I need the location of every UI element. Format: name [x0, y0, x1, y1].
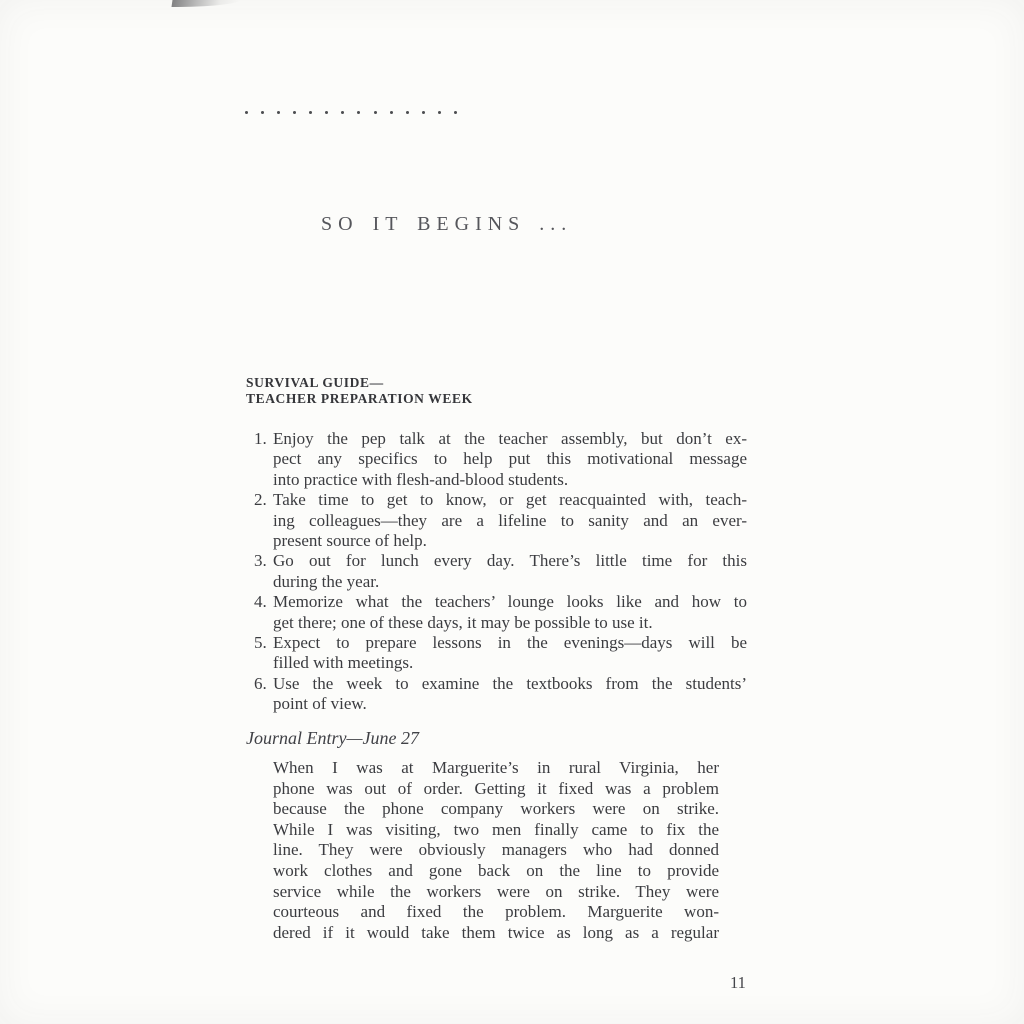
- survival-guide-list: [245, 429, 747, 715]
- ornament-dot: [390, 111, 393, 114]
- ornament-dot: [309, 111, 312, 114]
- text-line: Use the week to examine the textbooks from the students’: [273, 673, 747, 693]
- ornament-dot: [341, 111, 344, 114]
- list-item-number: 5.: [254, 633, 267, 653]
- section-heading: [246, 375, 473, 406]
- text-line: Memorize what the teachers’ lounge looks like and how to: [273, 592, 747, 612]
- guide-list-item: [245, 674, 747, 715]
- ornament-dot: [406, 111, 409, 114]
- list-item-number: 6.: [254, 673, 267, 693]
- guide-list-item: [245, 490, 747, 551]
- ornament-dot: [374, 111, 377, 114]
- text-line: filled with meetings.: [273, 653, 414, 673]
- text-line: line. They were obviously managers who had donned: [273, 840, 719, 860]
- guide-list-item: [245, 551, 747, 592]
- text-line: during the year.: [273, 571, 380, 591]
- text-line: phone was out of order. Getting it fixed was a problem: [273, 778, 719, 798]
- text-line: dered if it would take them twice as long as a regular: [273, 922, 719, 942]
- ornament-dots: [245, 111, 457, 114]
- text-line: Go out for lunch every day. There’s little time for this: [273, 551, 747, 571]
- guide-list-item: [245, 633, 747, 674]
- text-line: pect any specifics to help put this motivational message: [273, 449, 747, 469]
- ornament-dot: [438, 111, 441, 114]
- list-item-text: [273, 429, 747, 490]
- list-item-text: [273, 674, 747, 715]
- text-line: work clothes and gone back on the line to provide: [273, 860, 719, 880]
- text-line: ing colleagues—they are a lifeline to sanity and an ever-: [273, 510, 747, 530]
- list-item-text: [273, 633, 747, 674]
- text-line: courteous and fixed the problem. Marguerite won-: [273, 902, 719, 922]
- list-item-number: 4.: [254, 592, 267, 612]
- text-line: While I was visiting, two men finally came to fix the: [273, 819, 719, 839]
- list-item-number: 2.: [254, 490, 267, 510]
- list-item-text: [273, 490, 747, 551]
- ornament-dot: [422, 111, 425, 114]
- text-line: Take time to get to know, or get reacquainted with, teach-: [273, 490, 747, 510]
- ornament-dot: [277, 111, 280, 114]
- text-line: service while the workers were on strike. They were: [273, 881, 719, 901]
- guide-list-item: [245, 592, 747, 633]
- text-line: point of view.: [273, 694, 367, 714]
- text-line: get there; one of these days, it may be possible to use it.: [273, 612, 653, 632]
- journal-entry-paragraph: [273, 758, 719, 943]
- chapter-title: SO IT BEGINS ...: [321, 213, 573, 235]
- text-line: Expect to prepare lessons in the evenings—days will be: [273, 633, 747, 653]
- text-line: Enjoy the pep talk at the teacher assembly, but don’t ex-: [273, 429, 747, 448]
- text-line: present source of help.: [273, 531, 427, 551]
- ornament-dot: [357, 111, 360, 114]
- text-line: When I was at Marguerite’s in rural Virginia, her: [273, 758, 719, 777]
- ornament-dot: [245, 111, 248, 114]
- ornament-dot: [261, 111, 264, 114]
- ornament-dot: [454, 111, 457, 114]
- ornament-dot: [293, 111, 296, 114]
- list-item-number: 1.: [254, 429, 267, 448]
- page-curl-artifact: [172, 0, 241, 7]
- text-line: because the phone company workers were on strike.: [273, 799, 719, 819]
- section-heading-line1: SURVIVAL GUIDE—: [246, 375, 384, 390]
- page-number: 11: [730, 973, 746, 992]
- text-line: into practice with flesh-and-blood students.: [273, 469, 569, 489]
- section-heading-line2: TEACHER PREPARATION WEEK: [246, 390, 473, 406]
- list-item-text: [273, 592, 747, 633]
- list-item-number: 3.: [254, 551, 267, 571]
- list-item-text: [273, 551, 747, 592]
- journal-entry-heading: Journal Entry—June 27: [246, 728, 419, 748]
- ornament-dot: [325, 111, 328, 114]
- guide-list-item: [245, 429, 747, 490]
